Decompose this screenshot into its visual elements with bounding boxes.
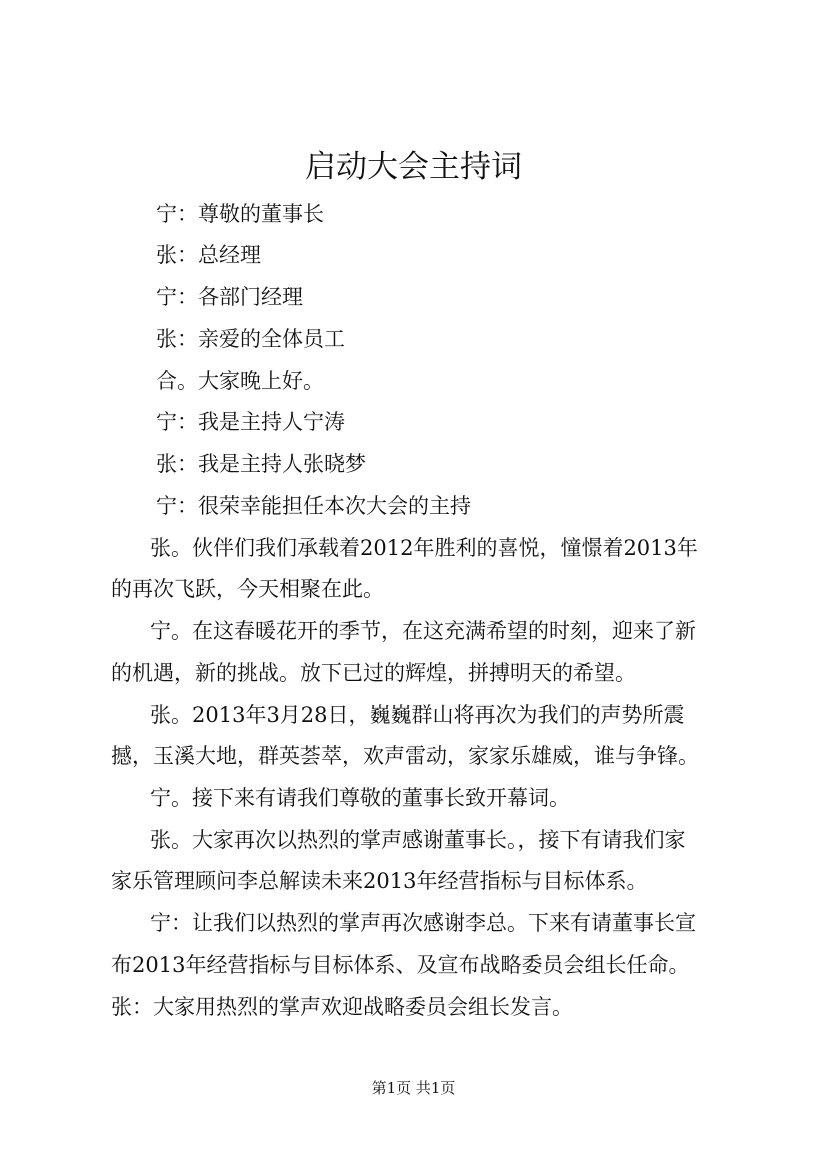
dialogue-line: 张：亲爱的全体员工 (156, 327, 345, 351)
paragraph-line: 宁。接下来有请我们尊敬的董事长致开幕词。 (150, 786, 570, 810)
paragraph-line: 的再次飞跃，今天相聚在此。 (111, 577, 384, 601)
paragraph-line: 张。2013年3月28日，巍巍群山将再次为我们的声势所震 (150, 703, 685, 727)
dialogue-line: 张：我是主持人张晓梦 (156, 452, 366, 476)
paragraph-line: 宁。在这春暖花开的季节，在这充满希望的时刻，迎来了新 (150, 619, 696, 643)
dialogue-line: 宁：很荣幸能担任本次大会的主持 (156, 494, 471, 518)
paragraph-line: 张：大家用热烈的掌声欢迎战略委员会组长发言。 (111, 995, 573, 1019)
dialogue-line: 宁：我是主持人宁涛 (156, 410, 345, 434)
paragraph-line: 张。伙伴们我们承载着2012年胜利的喜悦，憧憬着2013年 (150, 536, 698, 560)
paragraph-line: 的机遇，新的挑战。放下已过的辉煌，拼搏明天的希望。 (111, 661, 636, 685)
dialogue-line: 宁：尊敬的董事长 (156, 202, 324, 226)
dialogue-line: 宁：各部门经理 (156, 285, 303, 309)
dialogue-line: 合。大家晚上好。 (156, 369, 324, 393)
page-footer: 第1页 共1页 (371, 1079, 456, 1097)
paragraph-line: 家乐管理顾问李总解读未来2013年经营指标与目标体系。 (111, 869, 648, 893)
document-title: 启动大会主持词 (305, 149, 522, 185)
paragraph-line: 撼，玉溪大地，群英荟萃，欢声雷动，家家乐雄威，谁与争锋。 (111, 744, 699, 768)
paragraph-line: 张。大家再次以热烈的掌声感谢董事长。，接下有请我们家 (150, 828, 686, 852)
paragraph-line: 布2013年经营指标与目标体系、及宣布战略委员会组长任命。 (111, 953, 690, 977)
dialogue-line: 张：总经理 (156, 243, 261, 267)
paragraph-line: 宁：让我们以热烈的掌声再次感谢李总。下来有请董事长宣 (150, 911, 696, 935)
